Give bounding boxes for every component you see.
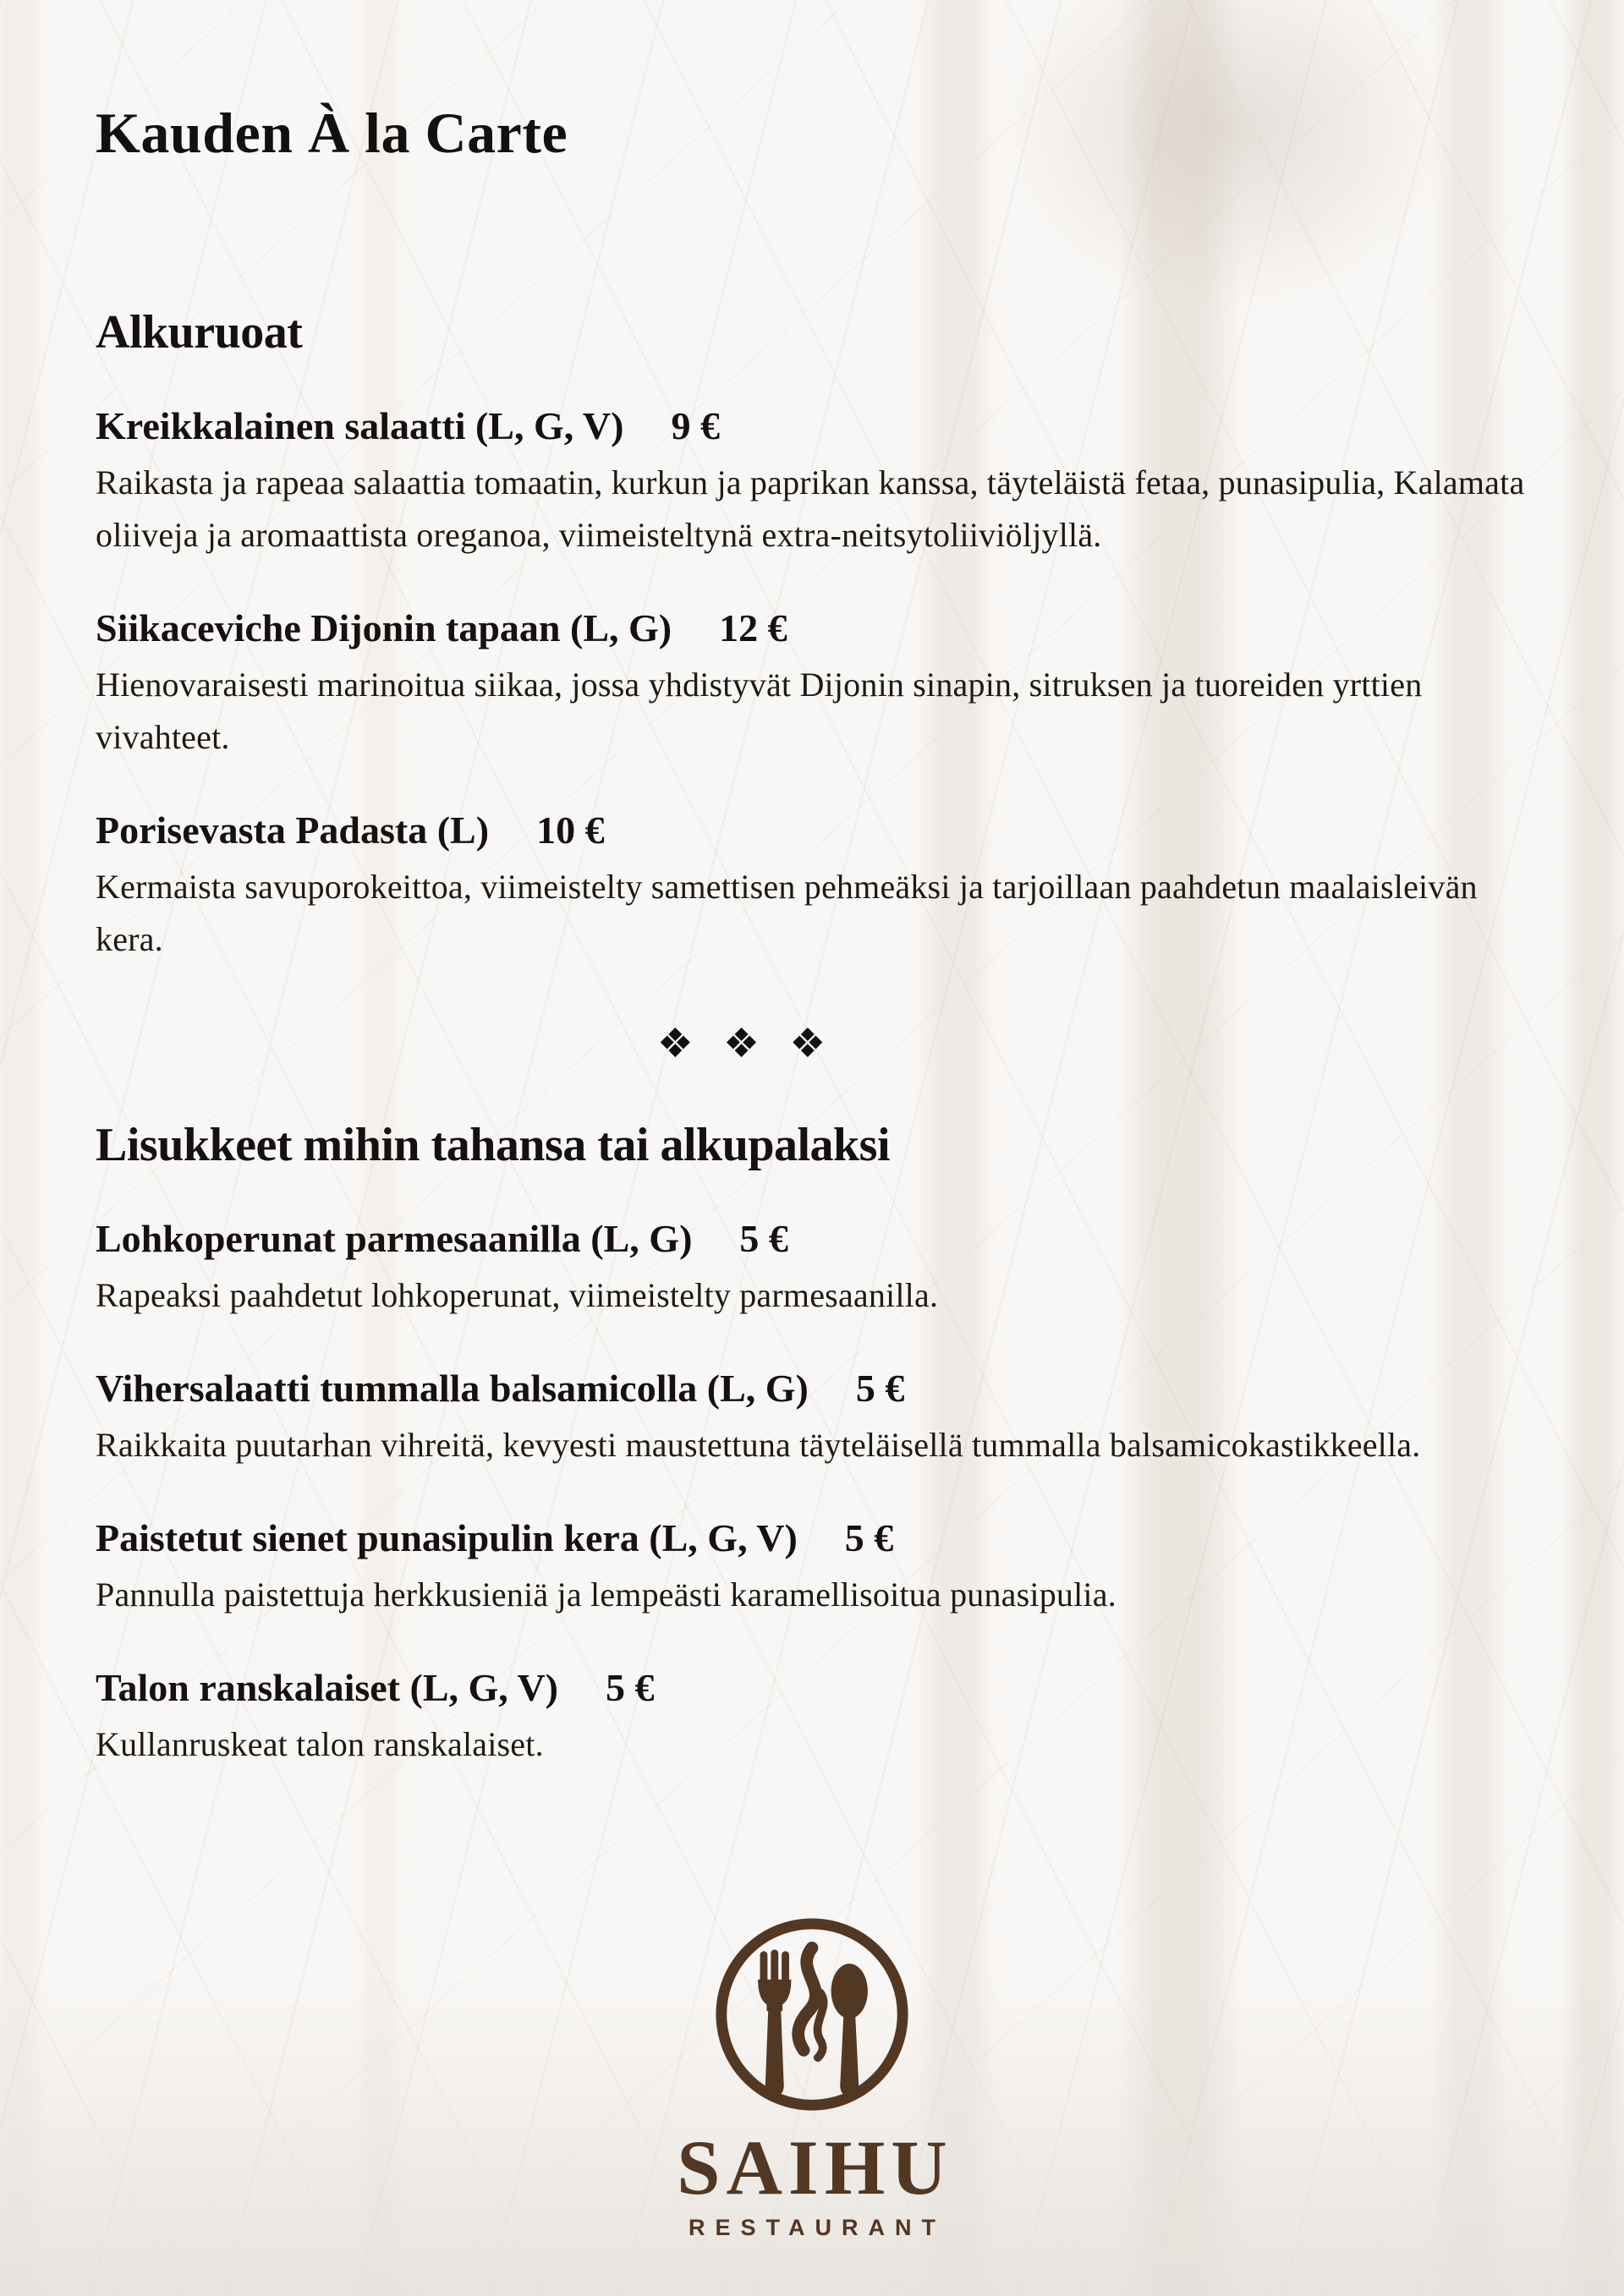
item-name: Paistetut sienet punasipulin kera (L, G, V) — [96, 1516, 798, 1559]
item-price: 9 € — [671, 404, 720, 447]
item-title — [96, 1515, 1539, 1560]
item-name: Talon ranskalaiset (L, G, V) — [96, 1666, 558, 1709]
item-title — [96, 1366, 1539, 1411]
item-title — [96, 606, 1539, 650]
menu-item — [96, 1515, 1539, 1621]
logo-wordmark: SAIHU — [677, 2124, 953, 2211]
section-heading: Lisukkeet mihin tahansa tai alkupalaksi — [96, 1119, 891, 1171]
menu-item — [96, 403, 1539, 562]
item-description: Pannulla paistettuja herkkusieniä ja lempeästi karamellisoitua punasipulia. — [96, 1575, 1116, 1614]
menu-item — [96, 1216, 1539, 1322]
menu-section — [96, 1118, 1539, 1771]
item-price: 12 € — [719, 606, 787, 649]
item-description: Rapeaksi paahdetut lohkoperunat, viimeistelty parmesaanilla. — [96, 1276, 939, 1314]
fork-flame-spoon-icon — [712, 1916, 912, 2116]
section-heading: Alkuruoat — [96, 306, 303, 359]
item-price: 10 € — [536, 808, 605, 852]
item-description: Hienovaraisesti marinoitua siikaa, jossa yhdistyvät Dijonin sinapin, sitruksen ja tuoreiden yrttien vivahteet. — [96, 666, 1423, 756]
section-divider: ❖ ❖ ❖ — [656, 1020, 835, 1067]
item-description: Raikkaita puutarhan vihreitä, kevyesti maustettuna täyteläisellä tummalla balsamicokastikkeella. — [96, 1426, 1421, 1464]
menu-item — [96, 606, 1539, 764]
item-name: Vihersalaatti tummalla balsamicolla (L, G) — [96, 1367, 809, 1410]
item-title — [96, 403, 1539, 448]
menu-item — [96, 1665, 1539, 1771]
item-description: Kermaista savuporokeittoa, viimeistelty samettisen pehmeäksi ja tarjoillaan paahdetun maalaisleivän kera. — [96, 868, 1478, 958]
item-price: 5 € — [739, 1217, 788, 1260]
menu-item — [96, 1366, 1539, 1471]
logo-subtitle: RESTAURANT — [689, 2215, 946, 2240]
menu-item — [96, 808, 1539, 966]
item-title — [96, 808, 1539, 852]
section-items — [96, 403, 1539, 966]
item-price: 5 € — [606, 1666, 655, 1709]
page-title: Kauden À la Carte — [96, 101, 568, 165]
section-items — [96, 1216, 1539, 1771]
item-price: 5 € — [855, 1367, 905, 1410]
item-description: Raikasta ja rapeaa salaattia tomaatin, kurkun ja paprikan kanssa, täyteläistä fetaa, punasipulia, Kalamata oliiveja ja aromaattista oreganoa, viimeisteltynä extra-neitsytoliiviöljyllä. — [96, 463, 1525, 554]
item-title — [96, 1665, 1539, 1710]
item-title — [96, 1216, 1539, 1261]
item-name: Siikaceviche Dijonin tapaan (L, G) — [96, 606, 672, 649]
menu-section — [96, 305, 1539, 966]
item-name: Kreikkalainen salaatti (L, G, V) — [96, 404, 624, 447]
item-name: Porisevasta Padasta (L) — [96, 808, 490, 852]
menu-sections — [96, 305, 1539, 1771]
item-price: 5 € — [844, 1516, 894, 1559]
item-name: Lohkoperunat parmesaanilla (L, G) — [96, 1217, 693, 1260]
restaurant-logo — [0, 1916, 1624, 2241]
item-description: Kullanruskeat talon ranskalaiset. — [96, 1725, 544, 1763]
